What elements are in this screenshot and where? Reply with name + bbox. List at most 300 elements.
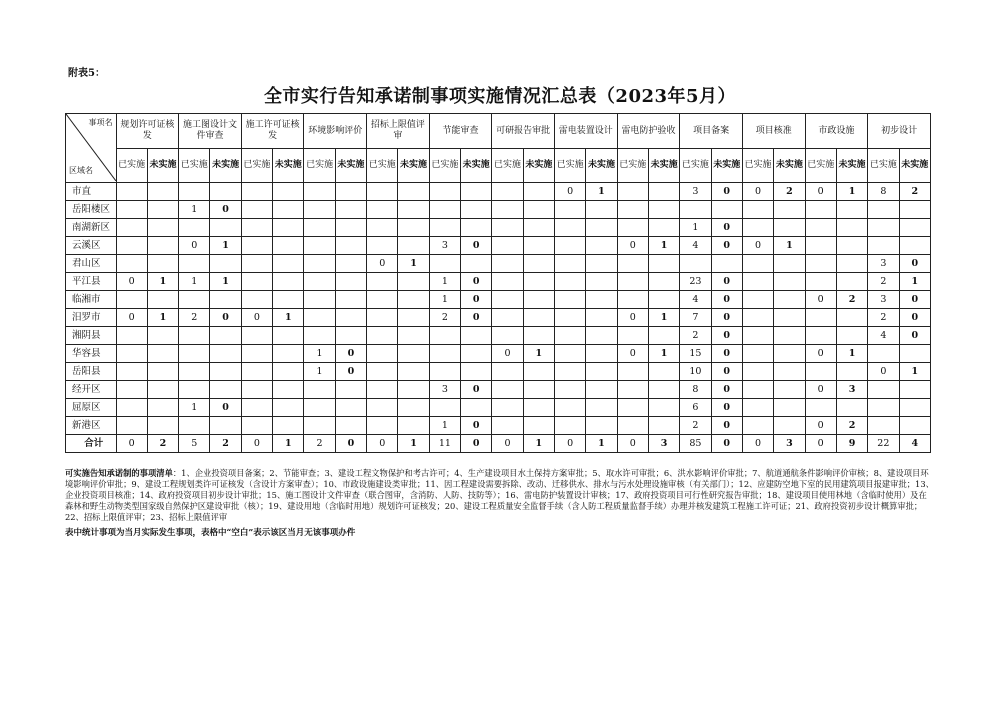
cell-done	[492, 183, 523, 201]
cell-not-done: 0	[711, 273, 742, 291]
cell-done	[680, 255, 711, 273]
cell-not-done	[398, 399, 429, 417]
cell-done	[742, 219, 773, 237]
cell-done: 3	[429, 381, 460, 399]
cell-done	[429, 219, 460, 237]
cell-not-done	[899, 219, 931, 237]
cell-not-done	[586, 363, 617, 381]
cell-done	[554, 417, 585, 435]
cell-not-done: 0	[210, 309, 241, 327]
cell-not-done: 1	[398, 255, 429, 273]
cell-not-done	[586, 381, 617, 399]
cell-not-done	[774, 309, 805, 327]
cell-done	[429, 183, 460, 201]
cell-not-done	[335, 309, 366, 327]
column-header: 雷电防护验收	[617, 114, 680, 149]
cell-done: 0	[805, 183, 836, 201]
cell-done: 1	[429, 273, 460, 291]
cell-not-done	[523, 417, 554, 435]
cell-done	[617, 363, 648, 381]
sub-header-not-done: 未实施	[147, 149, 178, 183]
cell-not-done: 0	[899, 327, 931, 345]
cell-done	[805, 237, 836, 255]
table-row	[66, 183, 931, 201]
cell-done	[116, 381, 147, 399]
cell-done	[554, 201, 585, 219]
cell-not-done	[398, 183, 429, 201]
cell-done	[116, 183, 147, 201]
cell-done: 2	[868, 273, 899, 291]
cell-done	[742, 327, 773, 345]
cell-done: 0	[492, 435, 523, 453]
column-header: 项目核准	[742, 114, 805, 149]
cell-done	[241, 381, 272, 399]
cell-not-done	[147, 183, 178, 201]
region-name: 汨罗市	[66, 309, 117, 327]
sub-header-done: 已实施	[241, 149, 272, 183]
cell-done	[492, 417, 523, 435]
cell-done	[492, 273, 523, 291]
cell-done	[241, 327, 272, 345]
region-name: 经开区	[66, 381, 117, 399]
cell-done	[617, 273, 648, 291]
cell-done: 1	[304, 345, 335, 363]
cell-not-done: 2	[899, 183, 931, 201]
cell-done	[742, 363, 773, 381]
cell-not-done	[398, 291, 429, 309]
cell-done	[554, 219, 585, 237]
cell-not-done	[836, 363, 867, 381]
cell-done	[304, 417, 335, 435]
cell-not-done	[147, 237, 178, 255]
cell-not-done: 1	[648, 237, 679, 255]
cell-not-done: 1	[210, 273, 241, 291]
cell-not-done	[586, 399, 617, 417]
cell-done	[367, 345, 398, 363]
sub-header-done: 已实施	[492, 149, 523, 183]
cell-done	[742, 309, 773, 327]
cell-not-done	[774, 345, 805, 363]
cell-done	[805, 327, 836, 345]
cell-not-done	[147, 255, 178, 273]
corner-top-label: 事项名	[88, 118, 113, 127]
cell-not-done	[899, 381, 931, 399]
region-name: 云溪区	[66, 237, 117, 255]
cell-not-done	[523, 237, 554, 255]
table-row	[66, 327, 931, 345]
sub-header-not-done: 未实施	[899, 149, 931, 183]
cell-done	[492, 363, 523, 381]
cell-done	[304, 273, 335, 291]
cell-done: 0	[116, 273, 147, 291]
cell-not-done: 1	[523, 345, 554, 363]
cell-not-done	[273, 291, 304, 309]
cell-not-done: 1	[273, 435, 304, 453]
cell-not-done	[461, 399, 492, 417]
cell-not-done	[836, 219, 867, 237]
table-row	[66, 399, 931, 417]
cell-done	[429, 327, 460, 345]
cell-done	[241, 237, 272, 255]
cell-not-done	[273, 327, 304, 345]
cell-done	[429, 399, 460, 417]
cell-done: 8	[680, 381, 711, 399]
cell-not-done: 1	[836, 345, 867, 363]
cell-not-done	[774, 201, 805, 219]
cell-done	[492, 399, 523, 417]
cell-not-done	[273, 381, 304, 399]
cell-done	[116, 327, 147, 345]
cell-done	[554, 273, 585, 291]
cell-not-done	[273, 345, 304, 363]
cell-done	[492, 255, 523, 273]
cell-not-done	[210, 381, 241, 399]
table-row	[66, 201, 931, 219]
cell-done	[742, 291, 773, 309]
cell-done	[241, 417, 272, 435]
table-row	[66, 255, 931, 273]
cell-done	[179, 363, 210, 381]
table-row	[66, 219, 931, 237]
cell-not-done	[147, 201, 178, 219]
cell-done	[492, 201, 523, 219]
cell-not-done: 0	[711, 327, 742, 345]
cell-done	[617, 219, 648, 237]
cell-not-done	[461, 219, 492, 237]
cell-not-done: 1	[210, 237, 241, 255]
cell-done	[241, 255, 272, 273]
cell-not-done	[147, 291, 178, 309]
cell-done	[304, 381, 335, 399]
cell-done	[554, 255, 585, 273]
cell-not-done: 1	[648, 345, 679, 363]
cell-done	[742, 201, 773, 219]
cell-done	[742, 399, 773, 417]
sub-header-done: 已实施	[179, 149, 210, 183]
cell-done	[617, 417, 648, 435]
cell-not-done	[586, 273, 617, 291]
cell-done	[742, 417, 773, 435]
cell-not-done	[586, 201, 617, 219]
sub-header-not-done: 未实施	[711, 149, 742, 183]
cell-done: 1	[429, 417, 460, 435]
cell-done	[554, 381, 585, 399]
cell-done	[554, 309, 585, 327]
cell-done	[179, 255, 210, 273]
cell-done	[179, 183, 210, 201]
cell-done	[554, 399, 585, 417]
cell-not-done	[273, 273, 304, 291]
cell-not-done	[586, 291, 617, 309]
annex-label: 附表5：	[68, 68, 105, 79]
cell-not-done	[899, 237, 931, 255]
cell-not-done	[648, 291, 679, 309]
header-row-items	[66, 114, 931, 149]
table-row	[66, 345, 931, 363]
corner-bottom-label: 区域名	[69, 166, 93, 175]
cell-not-done	[210, 363, 241, 381]
sub-header-done: 已实施	[367, 149, 398, 183]
cell-not-done	[398, 201, 429, 219]
cell-not-done	[335, 201, 366, 219]
cell-done: 0	[742, 237, 773, 255]
sub-header-not-done: 未实施	[461, 149, 492, 183]
cell-done: 0	[179, 237, 210, 255]
column-header: 雷电装置设计	[554, 114, 617, 149]
cell-not-done: 0	[335, 345, 366, 363]
cell-not-done	[461, 201, 492, 219]
cell-done	[429, 255, 460, 273]
cell-not-done	[648, 327, 679, 345]
cell-done: 4	[680, 237, 711, 255]
cell-not-done	[147, 381, 178, 399]
cell-done	[304, 183, 335, 201]
cell-done	[617, 381, 648, 399]
cell-not-done	[398, 309, 429, 327]
cell-done	[179, 327, 210, 345]
cell-done	[868, 201, 899, 219]
region-name: 屈原区	[66, 399, 117, 417]
cell-not-done	[774, 363, 805, 381]
cell-not-done	[836, 273, 867, 291]
header-row-status	[66, 149, 931, 183]
cell-not-done	[774, 255, 805, 273]
cell-not-done	[648, 363, 679, 381]
cell-done	[617, 399, 648, 417]
sub-header-not-done: 未实施	[774, 149, 805, 183]
region-name: 华容县	[66, 345, 117, 363]
cell-not-done: 2	[836, 417, 867, 435]
cell-done	[304, 237, 335, 255]
cell-done	[742, 255, 773, 273]
cell-not-done	[648, 417, 679, 435]
cell-done: 0	[805, 291, 836, 309]
cell-done	[429, 201, 460, 219]
cell-done	[617, 327, 648, 345]
cell-done: 0	[805, 417, 836, 435]
cell-not-done	[461, 327, 492, 345]
cell-not-done	[836, 237, 867, 255]
cell-not-done: 0	[711, 381, 742, 399]
cell-done	[805, 399, 836, 417]
cell-done: 0	[617, 309, 648, 327]
cell-not-done: 0	[711, 237, 742, 255]
cell-done	[179, 381, 210, 399]
sub-header-done: 已实施	[680, 149, 711, 183]
sub-header-done: 已实施	[554, 149, 585, 183]
cell-not-done	[899, 345, 931, 363]
cell-not-done: 0	[711, 219, 742, 237]
cell-not-done	[461, 363, 492, 381]
cell-not-done	[836, 309, 867, 327]
cell-done	[304, 219, 335, 237]
region-name: 湘阴县	[66, 327, 117, 345]
cell-not-done	[273, 399, 304, 417]
cell-done	[304, 399, 335, 417]
cell-not-done	[523, 201, 554, 219]
cell-not-done	[523, 363, 554, 381]
cell-not-done	[210, 255, 241, 273]
sub-header-done: 已实施	[805, 149, 836, 183]
cell-done	[429, 363, 460, 381]
column-header: 施工图设计文件审查	[179, 114, 242, 149]
page-title: 全市实行告知承诺制事项实施情况汇总表（2023年5月）	[263, 86, 737, 107]
cell-done	[241, 399, 272, 417]
cell-not-done: 0	[711, 435, 742, 453]
cell-not-done	[774, 381, 805, 399]
sub-header-not-done: 未实施	[210, 149, 241, 183]
column-header: 可研报告审批	[492, 114, 555, 149]
cell-not-done: 4	[899, 435, 931, 453]
cell-done: 0	[617, 435, 648, 453]
region-name: 君山区	[66, 255, 117, 273]
cell-done	[554, 291, 585, 309]
cell-not-done: 1	[523, 435, 554, 453]
table-row	[66, 309, 931, 327]
cell-not-done: 1	[899, 273, 931, 291]
cell-not-done	[147, 327, 178, 345]
region-name: 市直	[66, 183, 117, 201]
cell-not-done	[210, 183, 241, 201]
cell-done	[304, 201, 335, 219]
cell-done: 2	[680, 417, 711, 435]
cell-done	[304, 309, 335, 327]
cell-done	[304, 291, 335, 309]
cell-done	[805, 219, 836, 237]
cell-not-done: 2	[774, 183, 805, 201]
cell-done	[805, 363, 836, 381]
cell-not-done: 1	[147, 309, 178, 327]
cell-not-done	[774, 219, 805, 237]
cell-not-done	[586, 255, 617, 273]
table-row	[66, 381, 931, 399]
notes-text: ：1、企业投资项目备案；2、节能审查；3、建设工程文物保护和考古许可；4、生产建设项目水土保持方案审批；5、取水许可审批；6、洪水影响评价审批；7、航道通航条件影响评价审核；8、建设项目环境影响评价审批；9、建设工程规划类许可证核发（含设计方案审查）；10、市政设施建设类审批；11、因工程建设需要拆除、改动、迁移供水、排水与污水处理设施审核（有关部门）；12、应建防空地下室的民用建筑项目报建审批；13、企业投资项目核准；14、政府投资项目初步设计审批；15、施工图设计文件审查（联合图审，含消防、人防、技防等）；16、雷电防护装置设计审核；17、政府投资项目可行性研究报告审批；18、建设项目使用林地（含临时使用）及在森林和野生动物类型国家级自然保护区建设审批（核）；19、建设用地（含临时用地）规划许可证核发；20、建设工程质量安全监督手续（含人防工程质量监督手续）办理并核发建筑工程施工许可证；21、政府投资初步设计概算审批；22、招标上限值评审；23、招标上限值评审	[65, 468, 934, 522]
region-name: 临湘市	[66, 291, 117, 309]
cell-not-done: 0	[461, 381, 492, 399]
cell-done	[868, 237, 899, 255]
sub-header-done: 已实施	[868, 149, 899, 183]
cell-done: 85	[680, 435, 711, 453]
cell-done	[241, 183, 272, 201]
cell-done	[868, 417, 899, 435]
cell-not-done	[648, 381, 679, 399]
cell-done: 8	[868, 183, 899, 201]
cell-not-done	[899, 417, 931, 435]
cell-done: 2	[680, 327, 711, 345]
cell-not-done	[523, 219, 554, 237]
cell-done: 0	[116, 309, 147, 327]
cell-done	[742, 273, 773, 291]
cell-done	[554, 237, 585, 255]
cell-done	[179, 291, 210, 309]
column-header: 施工许可证核发	[241, 114, 304, 149]
sub-header-not-done: 未实施	[836, 149, 867, 183]
cell-done	[116, 345, 147, 363]
cell-not-done: 0	[335, 363, 366, 381]
cell-not-done	[774, 291, 805, 309]
table-row	[66, 273, 931, 291]
column-header: 环境影响评价	[304, 114, 367, 149]
cell-not-done	[586, 417, 617, 435]
total-row	[66, 435, 931, 453]
cell-not-done	[335, 291, 366, 309]
cell-not-done	[210, 327, 241, 345]
cell-not-done	[836, 399, 867, 417]
table-row	[66, 237, 931, 255]
cell-done: 0	[805, 435, 836, 453]
cell-done	[241, 201, 272, 219]
cell-not-done: 2	[147, 435, 178, 453]
cell-done	[492, 327, 523, 345]
cell-not-done: 1	[836, 183, 867, 201]
cell-done: 0	[554, 183, 585, 201]
table-row	[66, 363, 931, 381]
cell-done	[116, 363, 147, 381]
cell-done: 0	[868, 363, 899, 381]
cell-not-done: 0	[711, 183, 742, 201]
cell-done	[617, 201, 648, 219]
cell-not-done	[836, 327, 867, 345]
cell-not-done	[899, 201, 931, 219]
column-header: 招标上限值评审	[367, 114, 430, 149]
cell-not-done: 1	[586, 435, 617, 453]
cell-not-done: 1	[273, 309, 304, 327]
cell-done	[617, 291, 648, 309]
cell-not-done: 0	[461, 309, 492, 327]
cell-done	[805, 273, 836, 291]
cell-not-done	[523, 273, 554, 291]
cell-not-done	[836, 201, 867, 219]
cell-done: 0	[241, 309, 272, 327]
cell-not-done	[523, 309, 554, 327]
cell-done: 2	[868, 309, 899, 327]
cell-done	[429, 345, 460, 363]
cell-done: 1	[304, 363, 335, 381]
cell-done: 1	[680, 219, 711, 237]
cell-not-done	[147, 219, 178, 237]
cell-done	[554, 327, 585, 345]
cell-done: 0	[742, 435, 773, 453]
cell-done: 0	[492, 345, 523, 363]
cell-done	[367, 201, 398, 219]
cell-done	[116, 399, 147, 417]
sub-header-done: 已实施	[304, 149, 335, 183]
cell-not-done	[648, 183, 679, 201]
cell-done	[492, 237, 523, 255]
cell-not-done	[711, 201, 742, 219]
cell-not-done: 0	[711, 309, 742, 327]
cell-done	[868, 219, 899, 237]
cell-not-done	[210, 219, 241, 237]
cell-done: 0	[367, 435, 398, 453]
cell-done	[492, 219, 523, 237]
cell-done	[367, 291, 398, 309]
cell-done	[680, 201, 711, 219]
notes	[65, 468, 935, 523]
cell-not-done	[523, 399, 554, 417]
sub-header-done: 已实施	[116, 149, 147, 183]
cell-not-done: 0	[210, 399, 241, 417]
cell-done: 2	[179, 309, 210, 327]
cell-not-done	[398, 345, 429, 363]
cell-not-done	[523, 183, 554, 201]
cell-not-done: 0	[461, 273, 492, 291]
cell-not-done: 1	[398, 435, 429, 453]
cell-done	[868, 399, 899, 417]
column-header: 项目备案	[680, 114, 743, 149]
region-name: 岳阳楼区	[66, 201, 117, 219]
cell-done	[367, 183, 398, 201]
